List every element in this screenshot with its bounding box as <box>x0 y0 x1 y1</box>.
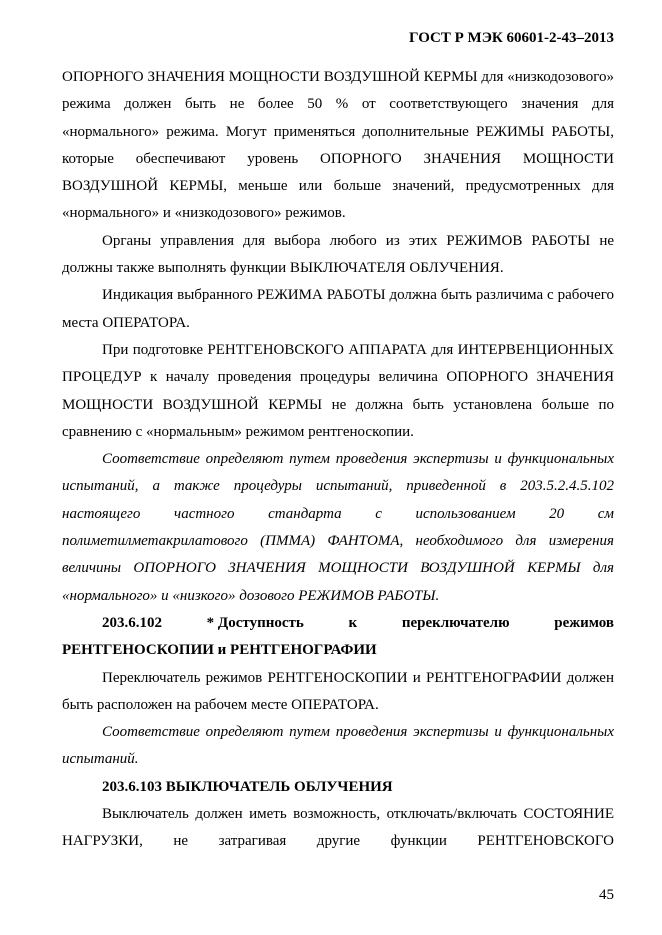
section-title-word: * Доступность <box>206 614 304 631</box>
section-heading-203-6-102-line2: РЕНТГЕНОСКОПИИ и РЕНТГЕНОГРАФИИ <box>62 642 377 659</box>
document-code-header: ГОСТ Р МЭК 60601-2-43–2013 <box>409 30 614 46</box>
section-heading-203-6-102 <box>62 610 614 637</box>
section-title-word: переключателю <box>401 614 510 631</box>
paragraph-controls: Органы управления для выбора любого из этих РЕЖИМОВ РАБОТЫ не должны также выполнять функции ВЫКЛЮЧАТЕЛЯ ОБЛУЧЕНИЯ. <box>62 232 614 277</box>
section-heading-203-6-103: 203.6.103 ВЫКЛЮЧАТЕЛЬ ОБЛУЧЕНИЯ <box>102 778 393 795</box>
paragraph-compliance-short: Соответствие определяют путем проведения экспертизы и функциональных испытаний. <box>62 724 614 768</box>
paragraph-switch-location: Переключатель режимов РЕНТГЕНОСКОПИИ и РЕНТГЕНОГРАФИИ должен быть расположен на рабочем месте ОПЕРАТОРА. <box>62 669 614 713</box>
paragraph-interventional-preparation: При подготовке РЕНТГЕНОВСКОГО АППАРАТА для ИНТЕРВЕНЦИОННЫХ ПРОЦЕДУР к началу проведения процедуры величина ОПОРНОГО ЗНАЧЕНИЯ МОЩНОСТИ ВОЗДУШНОЙ КЕРМЫ не должна быть установлена больше по сравнению с «нормальным» режимом рентгеноскопии. <box>62 341 614 440</box>
page-body <box>62 64 614 856</box>
paragraph-kerma-low-dose: ОПОРНОГО ЗНАЧЕНИЯ МОЩНОСТИ ВОЗДУШНОЙ КЕРМЫ для «низкодозового» режима должен быть не более 50 % от соответствующего значения для «нормального» режима. Могут применяться дополнительные РЕЖИМЫ РАБОТЫ, которые обеспечивают уровень ОПОРНОГО ЗНАЧЕНИЯ МОЩНОСТИ ВОЗДУШНОЙ КЕРМЫ, меньше или больше значений, предусмотренных для «нормального» и «низкодозового» режимов. <box>62 69 614 222</box>
section-number: 203.6.102 <box>102 614 162 631</box>
section-title-word: режимов <box>554 614 614 631</box>
paragraph-exposure-switch: Выключатель должен иметь возможность, отключать/включать СОСТОЯНИЕ НАГРУЗКИ, не затрагивая другие функции РЕНТГЕНОВСКОГО <box>62 806 614 850</box>
paragraph-compliance-phantom: Соответствие определяют путем проведения экспертизы и функциональных испытаний, а также процедуры испытаний, приведенной в 203.5.2.4.5.102 настоящего частного стандарта с использованием 20 см полиметилметакрилатового (ПММА) ФАНТОМА, необходимого для измерения величины ОПОРНОГО ЗНАЧЕНИЯ МОЩНОСТИ ВОЗДУШНОЙ КЕРМЫ для «нормального» и «низкого» дозового РЕЖИМОВ РАБОТЫ. <box>62 451 614 604</box>
section-title-word: к <box>348 614 358 631</box>
page-number: 45 <box>599 887 614 903</box>
paragraph-mode-indication: Индикация выбранного РЕЖИМА РАБОТЫ должна быть различима с рабочего места ОПЕРАТОРА. <box>62 287 614 331</box>
